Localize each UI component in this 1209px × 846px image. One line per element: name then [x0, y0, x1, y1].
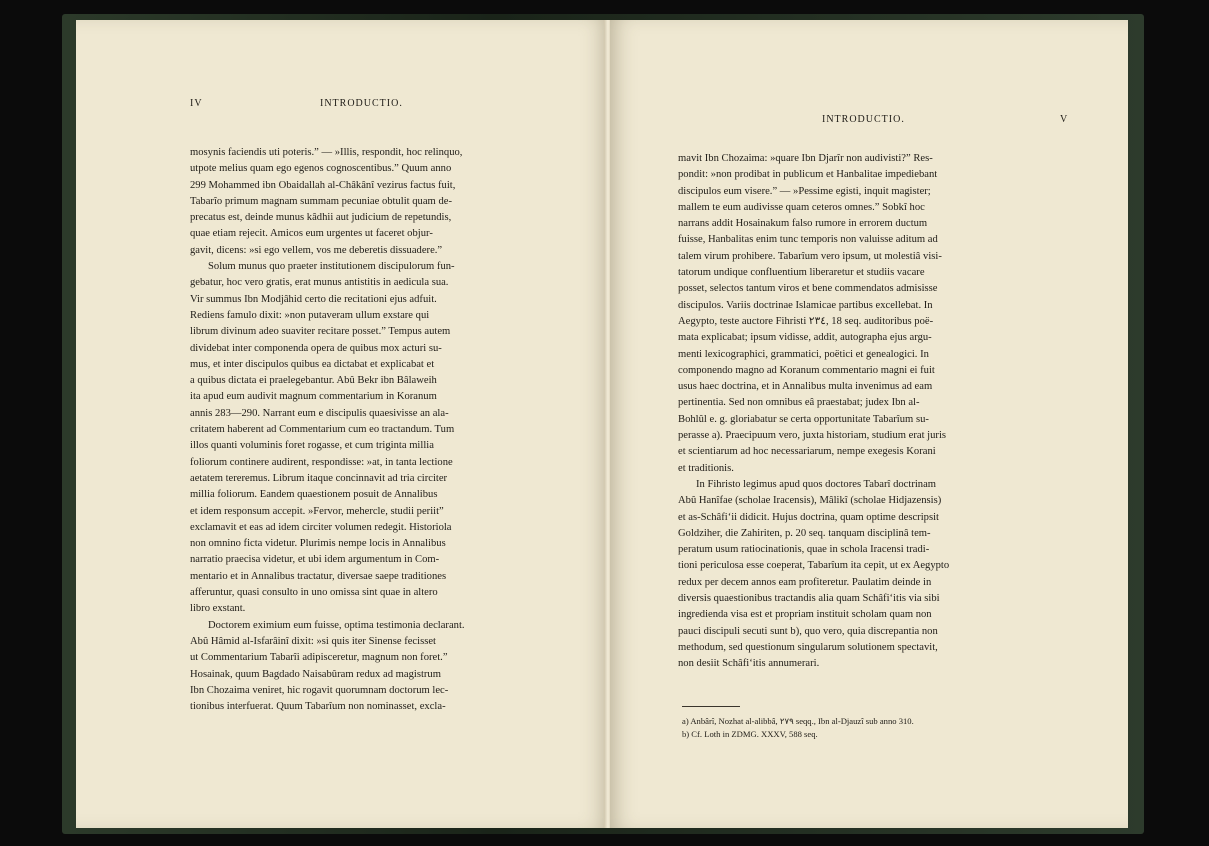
text-line: componendo magno ad Koranum commentario magni ei fuit	[678, 364, 935, 376]
right-page-body	[678, 151, 1066, 673]
text-line: critatem haberent ad Commentarium cum eo tractandum. Tum	[190, 424, 455, 436]
right-page	[610, 20, 1128, 828]
footnote-rule	[682, 706, 740, 707]
text-line: millia foliorum. Eandem quaestionem posuit de Annalibus	[190, 489, 438, 501]
text-line: tatorum undique confluentium liberaretur et studiis vacare	[678, 267, 925, 279]
footnotes	[682, 706, 1062, 741]
text-line: et traditionis.	[678, 462, 734, 474]
text-line: In Fihristo legimus apud quos doctores Tabarî doctrinam	[696, 478, 937, 490]
text-line: exclamavit et eas ad idem circiter volumen redegit. Historiola	[190, 521, 452, 533]
text-line: Vir summus Ibn Modjâhid certo die recitationi ejus adfuit.	[190, 293, 437, 305]
text-line: quae etiam rejecit. Amicos eum urgentes ut faceret objur-	[190, 228, 433, 240]
text-line: Aegypto, teste auctore Fihristi ٢٣٤, 18 seq. auditoribus poë-	[678, 315, 934, 327]
text-line: foliorum continere audirent, respondisse: »at, in tanta lectione	[190, 456, 453, 468]
text-line: tionibus interfuerat. Quum Tabarîum non nominasset, excla-	[190, 701, 446, 713]
text-line: et as-Schâfi‘ii didicit. Hujus doctrina, quam optime descripsit	[678, 511, 939, 523]
text-line: mus, et inter discipulos quibus ea dictabat et explicabat et	[190, 358, 435, 370]
running-head: INTRODUCTIO.	[320, 98, 403, 109]
text-line: perasse a). Praecipuum vero, juxta historiam, studium erat juris	[678, 430, 947, 442]
text-line: gebatur, hoc vero gratis, erat munus antistitis in aedicula sua.	[190, 277, 449, 289]
text-line: narratio praecisa videtur, et ubi idem argumentum in Com-	[190, 554, 440, 566]
text-line: precatus est, deinde munus kâdhii aut judicium de repetundis,	[190, 212, 452, 224]
page-number: V	[1060, 114, 1069, 125]
page-number: IV	[190, 98, 203, 109]
text-line: Solum munus quo praeter institutionem discipulorum fun-	[208, 261, 455, 273]
text-line: Tabarîo primum magnam summam pecuniae obtulit quam de-	[190, 195, 452, 207]
text-line: discipulos eum visere.” — »Pessime egisti, inquit magister;	[678, 185, 931, 197]
text-line: Doctorem eximium eum fuisse, optima testimonia declarant.	[208, 619, 465, 631]
text-line: diversis quaestionibus tractandis alia quam Schâfi‘itis via sibi	[678, 593, 940, 605]
text-line: a quibus dictata ei praelegebantur. Abû Bekr ibn Bâlaweih	[190, 375, 437, 387]
text-line: pauci discipuli secuti sunt b), quo vero, quia discrepantia non	[678, 625, 938, 637]
text-line: pondit: »non prodibat in publicum et Hanbalitae impediebant	[678, 169, 938, 181]
text-line: Abû Hâmid al-Isfarâinî dixit: »si quis iter Sinense fecisset	[190, 635, 436, 647]
text-line: librum divinum adeo suaviter recitare posset.” Tempus autem	[190, 326, 451, 338]
text-line: et scientiarum ad hoc necessariarum, nempe exegesis Korani	[678, 446, 936, 458]
text-line: ut Commentarium Tabarîi adipisceretur, magnum non foret.”	[190, 652, 448, 664]
text-line: Goldziher, die Zahiriten, p. 20 seq. tanquam disciplinâ tem-	[678, 527, 931, 539]
text-line: utpote melius quam ego egenos cognoscentibus.” Quum anno	[190, 163, 452, 175]
text-line: Bohlûl e. g. gloriabatur se certa opportunitate Tabarîum su-	[678, 413, 929, 425]
text-line: Hosainak, quum Bagdado Naisabûram redux ad magistrum	[190, 668, 441, 680]
text-line: non omnino ficta videtur. Plurimis nempe locis in Annalibus	[190, 538, 446, 550]
text-line: mata explicabat; ipsum vidisse, addit, autographa ejus argu-	[678, 332, 932, 344]
text-line: talem virum prohibere. Tabarîum vero ipsum, ut molestiâ visi-	[678, 250, 942, 262]
text-line: gavit, dicens: »si ego vellem, vos me deberetis dissuadere.”	[190, 244, 443, 256]
text-line: menti lexicographici, grammatici, poëtici et genealogici. In	[678, 348, 929, 360]
text-line: methodum, sed questionum singularum solutionem spectavit,	[678, 641, 938, 653]
text-line: discipulos. Variis doctrinae Islamicae partibus excellebat. In	[678, 299, 933, 311]
text-line: usus haec doctrina, et in Annalibus multa invenimus ad eam	[678, 381, 933, 393]
text-line: tioni periculosa esse coeperat, Tabarîum ita cepit, ut ex Aegypto	[678, 560, 950, 572]
text-line: non desiit Schâfi‘itis annumerari.	[678, 658, 820, 670]
text-line: Rediens famulo dixit: »non putaveram ullum exstare qui	[190, 309, 430, 321]
text-line: mosynis faciendis uti poteris.” — »Illis, respondit, hoc relinquo,	[190, 147, 463, 158]
text-line: mavit Ibn Chozaima: »quare Ibn Djarîr non audivisti?” Res-	[678, 153, 933, 164]
left-page	[76, 20, 608, 828]
text-line: narrans addit Hosainakum falso rumore in errorem ductum	[678, 218, 928, 230]
text-line: mentario et in Annalibus tractatur, diversae saepe traditiones	[190, 570, 447, 582]
text-line: illos quanti voluminis foret rogasse, et cum triginta millia	[190, 440, 434, 452]
text-line: aetatem tereremus. Librum itaque concinnavit ad tria circiter	[190, 472, 448, 484]
text-line: mallem te eum audivisse quam ceteros omnes.” Sobkî hoc	[678, 201, 925, 213]
text-line: libro exstant.	[190, 603, 246, 615]
text-line: ita apud eum audivit magnum commentarium in Koranum	[190, 391, 437, 403]
text-line: et idem responsum accepit. »Fervor, mehercle, studii periit”	[190, 505, 444, 517]
text-line: redux per decem annos eam profiteretur. Paulatim deinde in	[678, 576, 932, 588]
text-line: Abû Hanîfae (scholae Iracensis), Mâlikî (scholae Hidjazensis)	[678, 495, 942, 507]
text-line: dividebat inter componenda opera de quibus mox acturi su-	[190, 342, 442, 354]
text-line: posset, selectos tantum viros et bene commendatos admisisse	[678, 283, 938, 295]
footnote: b) Cf. Loth in ZDMG. XXXV, 588 seq.	[682, 729, 818, 739]
text-line: pertinentia. Sed non omnibus eâ praestabat; judex Ibn al-	[678, 397, 920, 409]
running-head: INTRODUCTIO.	[822, 114, 905, 125]
text-line: afferuntur, quasi consulto in uno omissa sint quae in altero	[190, 587, 438, 599]
text-line: peratum usum ratiocinationis, quae in schola Iracensi tradi-	[678, 544, 930, 556]
text-line: Ibn Chozaima veniret, hic rogavit quorumnam doctorum lec-	[190, 684, 449, 696]
left-page-body	[190, 145, 594, 715]
text-line: annis 283—290. Narrant eum e discipulis quaesivisse an ala-	[190, 407, 449, 419]
text-line: ingredienda visa est et propriam instituit scholam quam non	[678, 609, 932, 621]
text-line: fuisse, Hanbalitas enim tunc temporis non valuisse aditum ad	[678, 234, 938, 246]
footnote: a) Anbârî, Nozhat al-alibbâ, ٢٧٩ seqq., Ibn al-Djauzî sub anno 310.	[682, 716, 914, 726]
text-line: 299 Mohammed ibn Obaidallah al-Châkânî vezirus factus fuit,	[190, 179, 456, 191]
